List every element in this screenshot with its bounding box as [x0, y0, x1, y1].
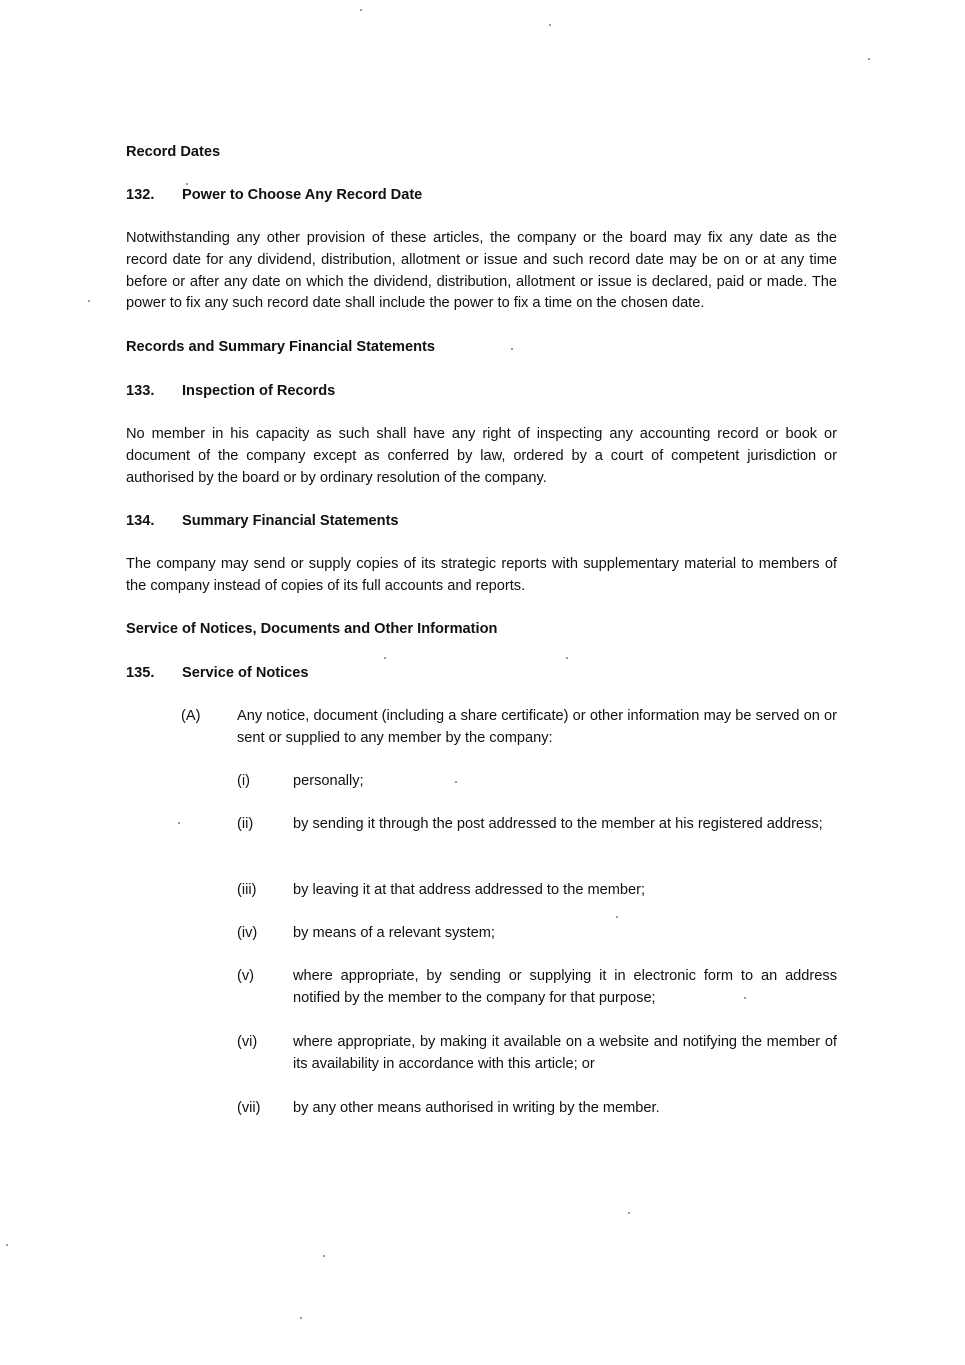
scan-speck	[511, 348, 513, 350]
heading-record-dates: Record Dates	[126, 144, 221, 160]
section-134-heading	[126, 511, 837, 533]
section-135-number: 135.	[126, 665, 155, 681]
section-132-title: Power to Choose Any Record Date	[182, 187, 423, 203]
paragraph-a-text: Any notice, document (including a share certificate) or other information may be served on or sent or supplied to any member by the company:	[237, 708, 837, 746]
list-item-label: (vii)	[237, 1100, 261, 1116]
section-134-title: Summary Financial Statements	[182, 513, 399, 529]
heading-records-summary: Records and Summary Financial Statements	[126, 339, 435, 355]
list-item-text: by leaving it at that address addressed to the member;	[293, 882, 646, 898]
list-item	[0, 814, 965, 860]
list-item-label: (ii)	[237, 816, 254, 832]
scan-speck	[549, 24, 551, 26]
section-134-number: 134.	[126, 513, 155, 529]
list-item-text: by any other means authorised in writing by the member.	[293, 1100, 660, 1116]
list-item	[0, 880, 965, 904]
list-item-text: personally;	[293, 773, 364, 789]
scan-speck	[300, 1317, 302, 1319]
list-item-label: (v)	[237, 968, 255, 984]
list-item	[0, 966, 965, 1012]
list-item	[0, 1032, 965, 1078]
paragraph-a-label: (A)	[181, 708, 201, 724]
section-135-title: Service of Notices	[182, 665, 309, 681]
list-item-text: where appropriate, by making it available on a website and notifying the member of its availability in accordance with this article; or	[293, 1034, 837, 1072]
scan-speck	[384, 657, 386, 659]
list-item-label: (iii)	[237, 882, 257, 898]
section-133-body: No member in his capacity as such shall have any right of inspecting any accounting record or book or document of the company except as conferred by law, ordered by a court of competent jurisdiction or authorised by the board or by ordinary resolution of the company.	[126, 426, 837, 486]
list-item-label: (iv)	[237, 925, 258, 941]
section-135-heading	[126, 663, 837, 685]
list-item-text: by means of a relevant system;	[293, 925, 495, 941]
paragraph-a	[0, 706, 965, 756]
list-item-text: by sending it through the post addressed to the member at his registered address;	[293, 816, 823, 832]
section-133-heading	[126, 381, 837, 403]
section-133-number: 133.	[126, 383, 155, 399]
section-132-body: Notwithstanding any other provision of these articles, the company or the board may fix any date as the record date for any dividend, distribution, allotment or issue and such record date may be on or at any time before or after any date on which the dividend, distribution, allotment or issue is declared, paid or made. The power to fix any such record date shall include the power to fix a time on the chosen date.	[126, 230, 837, 312]
scan-speck	[616, 916, 618, 918]
list-item	[0, 771, 965, 795]
list-item	[0, 923, 965, 947]
scan-speck	[6, 1244, 8, 1246]
list-item-text: where appropriate, by sending or supplying it in electronic form to an address notified by the member to the company for that purpose;	[293, 968, 837, 1006]
list-item	[0, 1098, 965, 1122]
list-item-label: (vi)	[237, 1034, 258, 1050]
scan-speck	[628, 1212, 630, 1214]
scan-speck	[88, 300, 90, 302]
scan-speck	[323, 1255, 325, 1257]
section-132-number: 132.	[126, 187, 155, 203]
scan-speck	[360, 9, 362, 11]
scan-speck	[566, 657, 568, 659]
scan-speck	[868, 58, 870, 60]
section-133-title: Inspection of Records	[182, 383, 336, 399]
list-item-label: (i)	[237, 773, 250, 789]
heading-service-of-notices: Service of Notices, Documents and Other Information	[126, 621, 498, 637]
section-132-heading	[126, 185, 837, 207]
section-134-body: The company may send or supply copies of its strategic reports with supplementary material to members of the company instead of copies of its full accounts and reports.	[126, 556, 837, 594]
